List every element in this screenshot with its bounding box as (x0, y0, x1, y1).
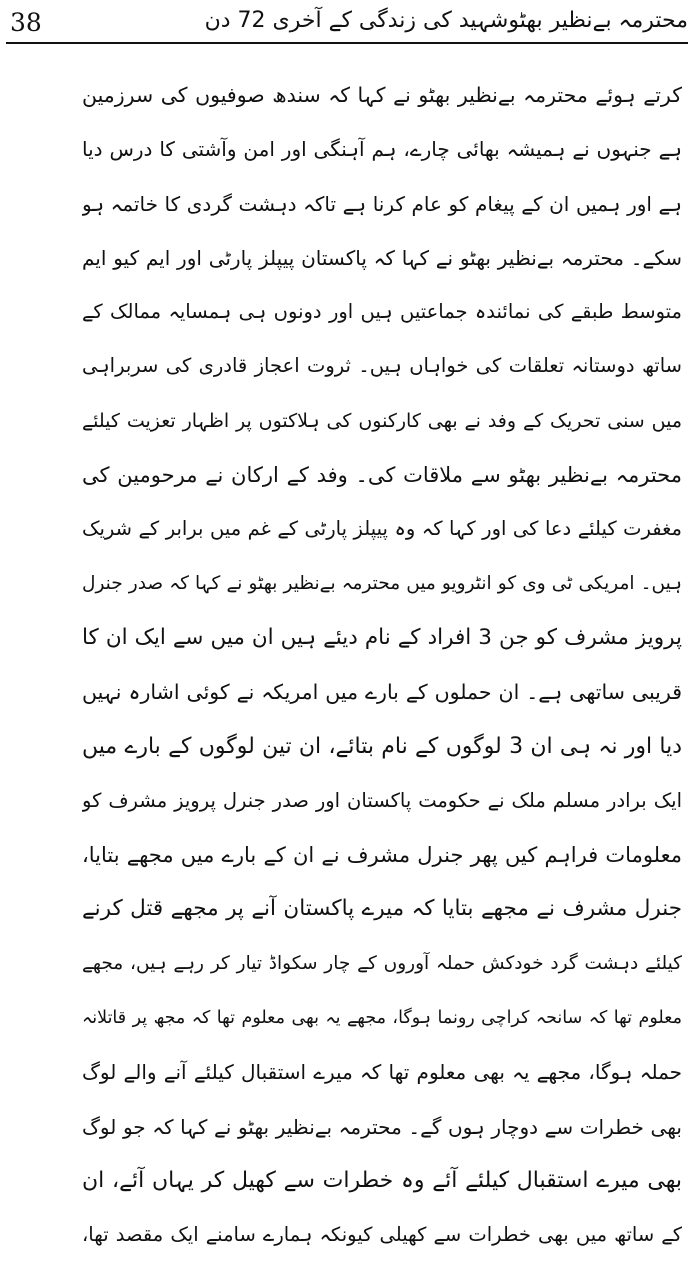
text-line: ساتھ دوستانہ تعلقات کی خواہاں ہیں۔ ثروت اعجاز قادری کی سربراہی (82, 354, 682, 378)
text-line: مغفرت کیلئے دعا کی اور کہا کہ وہ پیپلز پارٹی کے غم میں برابر کے شریک (82, 517, 682, 541)
text-line: پرویز مشرف کو جن 3 افراد کے نام دیئے ہیں ان میں سے ایک ان کا (82, 624, 682, 650)
text-line: سکے۔ محترمہ بےنظیر بھٹو نے کہا کہ پاکستان پیپلز پارٹی اور ایم کیو ایم (82, 245, 682, 270)
text-line: میں سنی تحریک کے وفد نے بھی کارکنوں کی ہلاکتوں پر اظہار تعزیت کیلئے (82, 409, 682, 432)
body-text (82, 68, 682, 1263)
text-line: متوسط طبقے کی نمائندہ جماعتیں ہیں اور دونوں ہی ہمسایہ ممالک کے (82, 300, 682, 324)
page-header (6, 2, 688, 44)
text-line: جنرل مشرف نے مجھے بتایا کہ میرے پاکستان آنے پر مجھے قتل کرنے (82, 896, 682, 922)
text-line: بھی خطرات سے دوچار ہوں گے۔ محترمہ بےنظیر بھٹو نے کہا کہ جو لوگ (82, 1114, 682, 1139)
text-line: ہے اور ہمیں ان کے پیغام کو عام کرنا ہے تاکہ دہشت گردی کا خاتمہ ہو (82, 191, 682, 216)
page-number: 38 (10, 8, 42, 37)
text-line: کرتے ہوئے محترمہ بےنظیر بھٹو نے کہا کہ سندھ صوفیوں کی سرزمین (82, 83, 682, 107)
text-line: ہیں۔ امریکی ٹی وی کو انٹرویو میں محترمہ بےنظیر بھٹو نے کہا کہ صدر جنرل (82, 572, 682, 594)
text-line: حملہ ہوگا، مجھے یہ بھی معلوم تھا کہ میرے استقبال کیلئے آنے والے لوگ (82, 1060, 682, 1085)
text-line: کے ساتھ میں بھی خطرات سے کھیلی کیونکہ ہمارے سامنے ایک مقصد تھا، (82, 1223, 682, 1247)
text-line: کیلئے دہشت گرد خودکش حملہ آوروں کے چار سکواڈ تیار کر رہے ہیں، مجھے (82, 952, 682, 974)
text-line: ہے جنہوں نے ہمیشہ بھائی چارے، ہم آہنگی اور امن وآشتی کا درس دیا (82, 137, 682, 162)
text-line: بھی میرے استقبال کیلئے آئے وہ خطرات سے کھیل کر یہاں آئے، ان (82, 1167, 682, 1193)
text-line: محترمہ بےنظیر بھٹو سے ملاقات کی۔ وفد کے ارکان نے مرحومین کی (82, 463, 682, 488)
text-line: ایک برادر مسلم ملک نے حکومت پاکستان اور صدر جنرل پرویز مشرف کو (82, 788, 682, 812)
running-title: محترمہ بےنظیر بھٹوشہید کی زندگی کے آخری 72 دن (204, 8, 688, 33)
text-line: معلوم تھا کہ سانحہ کراچی رونما ہوگا، مجھے یہ بھی معلوم تھا کہ مجھ پر قاتلانہ (82, 1008, 682, 1029)
text-line: قریبی ساتھی ہے۔ ان حملوں کے بارے میں امریکہ نے کوئی اشارہ نہیں (82, 680, 682, 705)
text-line: دیا اور نہ ہی ان 3 لوگوں کے نام بتائے، ان تین لوگوں کے بارے میں (82, 733, 682, 759)
text-line: معلومات فراہم کیں پھر جنرل مشرف نے ان کے بارے میں مجھے بتایا، (82, 843, 682, 868)
